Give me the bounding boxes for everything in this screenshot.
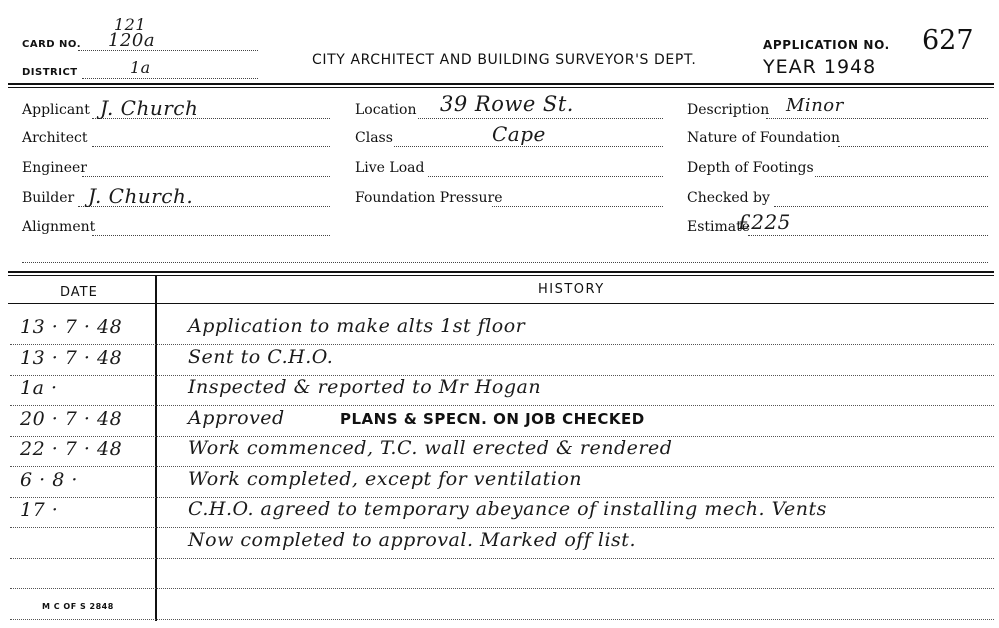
checked-stamp: PLANS & SPECN. ON JOB CHECKED [340,409,645,428]
class-line [394,146,663,147]
description-line [766,118,988,119]
alignment-label: Alignment [22,219,96,235]
checked-by-line [774,206,988,207]
foundation-pressure-line [492,206,663,207]
header-rule-thin [8,87,994,88]
applicant-value: J. Church [100,96,199,120]
engineer-line [82,176,330,177]
architect-line [92,146,330,147]
live-load-label: Live Load [355,160,425,176]
history-row [10,497,994,528]
history-entry: Approved [188,406,285,429]
history-date: 1a · [20,377,58,399]
alignment-line [92,235,330,236]
class-value: Cape [492,122,546,146]
foundation-pressure-label: Foundation Pressure [355,190,503,206]
header-rule [8,83,994,85]
application-label: APPLICATION NO. [763,38,890,52]
form-code: M C OF S 2848 [42,602,114,611]
location-label: Location [355,102,417,118]
card-no-value: 120a [108,30,156,51]
class-label: Class [355,130,393,146]
nature-of-foundation-label: Nature of Foundation [687,130,840,146]
depth-of-footings-line [815,176,988,177]
history-entry: Inspected & reported to Mr Hogan [188,376,542,398]
estimate-label: Estimate [687,219,751,235]
location-line [418,118,663,119]
card-no-line [78,50,258,51]
live-load-line [428,176,663,177]
history-row [10,528,994,559]
history-date: 22 · 7 · 48 [20,438,123,460]
card-no-label: CARD NO. [22,39,82,50]
applicant-label: Applicant [22,102,90,118]
description-value: Minor [786,95,844,116]
history-entry: Application to make alts 1st floor [188,315,526,337]
history-row [10,467,994,498]
district-value: 1a [130,58,151,77]
history-entry: Now completed to approval. Marked off list. [188,528,636,551]
architect-label: Architect [22,130,88,146]
history-row [10,375,994,406]
history-date: 13 · 7 · 48 [20,316,123,338]
estimate-line [748,235,988,236]
history-column-header: HISTORY [538,282,605,297]
estimate-value: £225 [738,210,791,234]
nature-of-foundation-line [838,146,988,147]
history-entry: Work completed, except for ventilation [188,467,583,490]
history-row [10,345,994,376]
depth-of-footings-label: Depth of Footings [687,160,814,176]
history-entry: Work commenced, T.C. wall erected & rendered [188,437,673,459]
history-top-rule [8,271,994,273]
district-line [82,78,258,79]
district-label: DISTRICT [22,67,78,78]
date-column-header: DATE [60,285,98,300]
builder-value: J. Church. [88,184,194,208]
engineer-label: Engineer [22,160,87,176]
description-label: Description [687,102,770,118]
history-entry: C.H.O. agreed to temporary abeyance of installing mech. Vents [188,498,827,520]
card-no-top: 121 [114,15,147,34]
year-label: YEAR 1948 [763,56,877,78]
history-row [10,406,994,437]
history-row [10,558,994,589]
history-row [10,314,994,345]
dept-title: CITY ARCHITECT AND BUILDING SURVEYOR'S DEPT. [312,52,697,68]
checked-by-label: Checked by [687,190,770,206]
history-date: 6 · 8 · [20,468,78,491]
history-date: 20 · 7 · 48 [20,407,123,430]
history-row [10,436,994,467]
location-value: 39 Rowe St. [440,92,574,116]
application-number: 627 [922,25,974,56]
history-entry: Sent to C.H.O. [188,345,334,368]
builder-label: Builder [22,190,75,206]
history-date: 13 · 7 · 48 [20,346,123,369]
details-blank-line [22,262,988,263]
history-date: 17 · [20,499,59,521]
history-row [10,589,994,620]
